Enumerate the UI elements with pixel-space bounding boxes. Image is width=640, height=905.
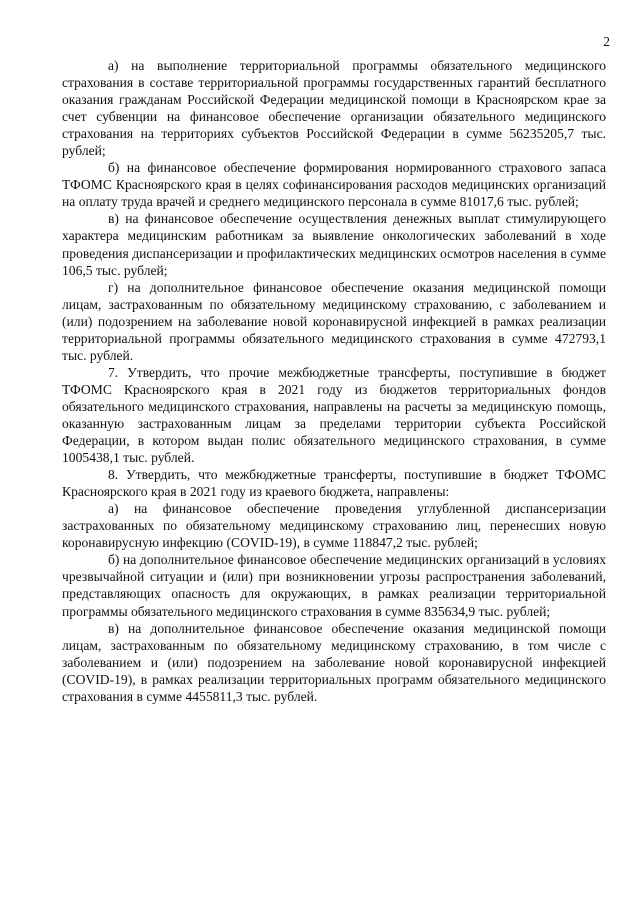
paragraph-v-oncology: в) на финансовое обеспечение осуществления денежных выплат стимулирующего характера медицинским работникам за выявление онкологических заболеваний в ходе проведения диспансеризации и профилактических медицинских осмотров населения в сумме 106,5 тыс. рублей; bbox=[62, 211, 606, 278]
document-body bbox=[62, 57, 606, 705]
paragraph-8-intro: 8. Утвердить, что межбюджетные трансферты, поступившие в бюджет ТФОМС Красноярского края в 2021 году из краевого бюджета, направлены: bbox=[62, 467, 606, 500]
page-number: 2 bbox=[603, 34, 610, 49]
paragraph-8v-covid: в) на дополнительное финансовое обеспечение оказания медицинской помощи лицам, застрахованным по обязательному медицинскому страхованию, в том числе с заболеванием и (или) подозрением на заболевание новой коронавирусной инфекцией (COVID-19), в рамках реализации территориальных программ обязательного медицинского страхования в сумме 4455811,3 тыс. рублей. bbox=[62, 620, 606, 704]
paragraph-7-transfers: 7. Утвердить, что прочие межбюджетные трансферты, поступившие в бюджет ТФОМС Красноярского края в 2021 году из бюджетов территориальных фондов обязательного медицинского страхования, направлены на расчеты за медицинскую помощь, оказанную застрахованным лицам за пределами территории субъекта Российской Федерации, в котором выдан полис обязательного медицинского страхования, в сумме 1005438,1 тыс. рублей. bbox=[62, 364, 606, 466]
paragraph-b-reserve: б) на финансовое обеспечение формирования нормированного страхового запаса ТФОМС Красноярского края в целях софинансирования расходов медицинских организаций на оплату труда врачей и среднего медицинского персонала в сумме 81017,6 тыс. рублей; bbox=[62, 160, 606, 210]
paragraph-8a-prev-a: а) на выполнение территориальной программы обязательного медицинского страхования в составе территориальной программы государственных гарантий бесплатного оказания гражданам Российской Федерации медицинской помощи в Красноярском крае за счет субвенции на финансовое обеспечение организации обязательного медицинского страхования на территориях субъектов Российской Федерации в сумме 56235205,7 тыс. рублей; bbox=[62, 58, 606, 159]
paragraph-8a-dispensary: а) на финансовое обеспечение проведения углубленной диспансеризации застрахованных по обязательному медицинскому страхованию лиц, перенесших новую коронавирусную инфекцию (COVID-19), в сумме 118847,2 тыс. рублей; bbox=[62, 501, 606, 551]
paragraph-g-covid: г) на дополнительное финансовое обеспечение оказания медицинской помощи лицам, застрахованным по обязательному медицинскому страхованию, с заболеванием и (или) подозрением на заболевание новой коронавирусной инфекцией в рамках реализации территориальной программы обязательного медицинского страхования в сумме 472793,1 тыс. рублей. bbox=[62, 279, 606, 363]
paragraph-8b-emergency: б) на дополнительное финансовое обеспечение медицинских организаций в условиях чрезвычайной ситуации и (или) при возникновении угрозы распространения заболеваний, представляющих опасность для окружающих, в рамках реализации территориальной программы обязательного медицинского страхования в сумме 835634,9 тыс. рублей; bbox=[62, 552, 606, 619]
